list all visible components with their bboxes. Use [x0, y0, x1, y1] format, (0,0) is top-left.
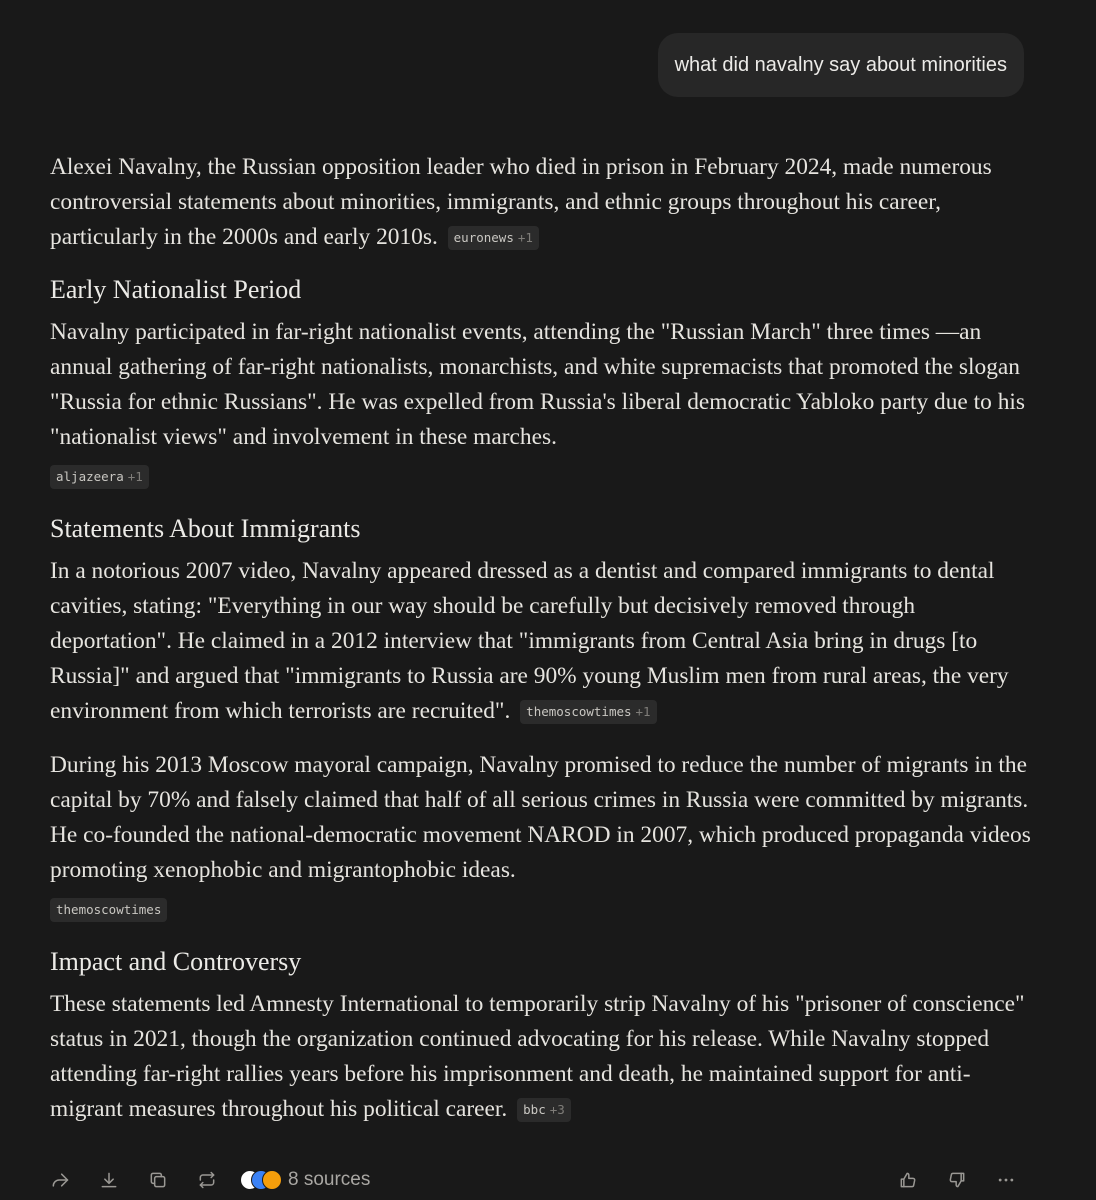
section-heading-early-nationalist: Early Nationalist Period [50, 275, 302, 304]
user-message-bubble [658, 33, 1024, 97]
citation-source: euronews [453, 230, 514, 245]
copy-icon [148, 1170, 168, 1190]
citation-chip[interactable] [50, 898, 167, 922]
paragraph-text: In a notorious 2007 video, Navalny appeared dressed as a dentist and compared immigrants to dental cavities, stating: "Everything in our way should be carefully but decisively removed through deportation". He claimed in a 2012 interview that "immigrants from Central Asia bring in drugs [to Russia]" and argued that "immigrants to Russia are 90% young Muslim men from rural areas, the very environment from which terrorists are recruited". [50, 558, 1009, 724]
citation-chip[interactable] [517, 1098, 571, 1122]
citation-source: themoscowtimes [56, 902, 162, 917]
source-favicon-icon [262, 1170, 282, 1190]
citation-source: aljazeera [56, 469, 124, 484]
citation-source: themoscowtimes [526, 704, 632, 719]
user-message-text: what did navalny say about minorities [674, 53, 1007, 76]
thumbs-down-button[interactable] [945, 1168, 969, 1192]
citation-extra-count: +3 [549, 1102, 565, 1117]
thumbs-up-icon [898, 1170, 918, 1190]
share-icon [50, 1170, 70, 1190]
intro-paragraph [50, 150, 1035, 255]
sources-button[interactable] [240, 1169, 370, 1191]
copy-button[interactable] [146, 1168, 170, 1192]
intro-text: Alexei Navalny, the Russian opposition leader who died in prison in February 2024, made numerous controversial statements about minorities, immigrants, and ethnic groups throughout his career, particularly in the 2000s and early 2010s. [50, 154, 992, 250]
section-heading-immigrants: Statements About Immigrants [50, 514, 361, 543]
section-heading-impact: Impact and Controversy [50, 947, 302, 976]
more-icon [996, 1170, 1016, 1190]
sources-count-label: 8 sources [288, 1169, 371, 1190]
citation-chip[interactable] [50, 465, 149, 489]
citation-extra-count: +1 [517, 230, 533, 245]
paragraph-text: During his 2013 Moscow mayoral campaign, Navalny promised to reduce the number of migrants in the capital by 70% and falsely claimed that half of all serious crimes in Russia were committed by migrants. He co-founded the national-democratic movement NAROD in 2007, which produced propaganda videos promoting xenophobic and migrantophobic ideas. [50, 752, 1031, 883]
thumbs-up-button[interactable] [896, 1168, 920, 1192]
citation-extra-count: +1 [635, 704, 651, 719]
rewrite-button[interactable] [195, 1168, 219, 1192]
paragraph-text: Navalny participated in far-right nationalist events, attending the "Russian March" three times —an annual gathering of far-right nationalists, monarchists, and white supremacists that promoted the slogan "Russia for ethnic Russians". He was expelled from Russia's liberal democratic Yabloko party due to his "nationalist views" and involvement in these marches. [50, 319, 1026, 450]
rewrite-icon [197, 1170, 217, 1190]
download-icon [99, 1170, 119, 1190]
more-options-button[interactable] [994, 1168, 1018, 1192]
section-paragraph [50, 554, 1035, 729]
citation-extra-count: +1 [127, 469, 143, 484]
download-button[interactable] [97, 1168, 121, 1192]
share-button[interactable] [48, 1168, 72, 1192]
paragraph-text: These statements led Amnesty International to temporarily strip Navalny of his "prisoner of conscience" status in 2021, though the organization continued advocating for his release. While Navalny stopped attending far-right rallies years before his imprisonment and death, he maintained support for anti-migrant measures throughout his political career. [50, 991, 1025, 1122]
answer-toolbar [48, 1164, 1018, 1196]
citation-chip[interactable] [448, 226, 539, 250]
assistant-answer [50, 150, 1035, 1127]
section-paragraph [50, 315, 1035, 494]
toolbar-right-group [871, 1168, 1018, 1192]
section-paragraph [50, 748, 1035, 927]
citation-chip[interactable] [520, 700, 656, 724]
thumbs-down-icon [947, 1170, 967, 1190]
section-paragraph [50, 987, 1035, 1127]
citation-source: bbc [523, 1102, 546, 1117]
source-favicons [240, 1169, 288, 1191]
